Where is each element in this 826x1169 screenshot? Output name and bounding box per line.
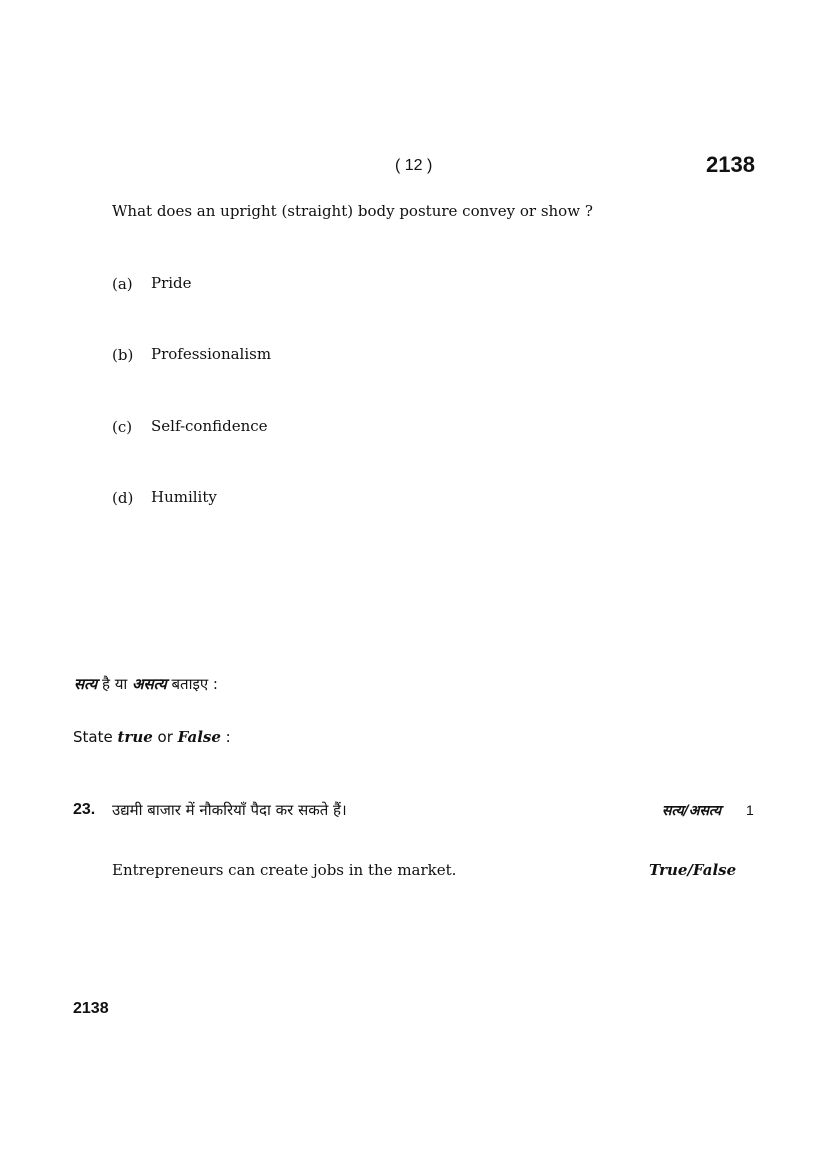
paper-code-header: 2138 <box>706 152 755 177</box>
page-number: ( 12 ) <box>395 157 433 174</box>
question-23-hindi-answer: सत्य/असत्य <box>662 803 722 819</box>
option-d-text: Humility <box>151 488 217 506</box>
instruction-true: true <box>117 728 153 746</box>
option-c-label: (c) <box>112 418 133 436</box>
question-23-english-answer: True/False <box>649 861 737 879</box>
option-a-label: (a) <box>112 275 133 293</box>
question-23-marks: 1 <box>746 802 754 818</box>
instruction-prefix: State <box>73 728 118 746</box>
question-23-number: 23. <box>73 801 96 818</box>
instruction-hindi-end: बताइए : <box>166 675 218 693</box>
instruction-or: or <box>152 728 178 746</box>
instruction-hindi-false: असत्य <box>132 675 167 693</box>
question-23-hindi: उद्यमी बाजार में नौकरियाँ पैदा कर सकते हैं। <box>112 801 347 819</box>
instruction-hindi-true: सत्य <box>74 675 98 693</box>
question-23-english: Entrepreneurs can create jobs in the market. <box>112 861 457 879</box>
question-text: What does an upright (straight) body posture convey or show ? <box>112 202 593 220</box>
paper-code-footer: 2138 <box>73 1000 109 1017</box>
option-d-label: (d) <box>112 489 134 507</box>
option-a-text: Pride <box>151 274 192 292</box>
instruction-hindi <box>74 674 218 694</box>
instruction-english <box>73 728 231 746</box>
instruction-hindi-mid: है या <box>97 675 133 693</box>
option-b-text: Professionalism <box>151 345 272 363</box>
option-b-label: (b) <box>112 346 134 364</box>
instruction-suffix: : <box>220 728 231 746</box>
instruction-false: False <box>177 728 221 746</box>
option-c-text: Self-confidence <box>151 417 268 435</box>
